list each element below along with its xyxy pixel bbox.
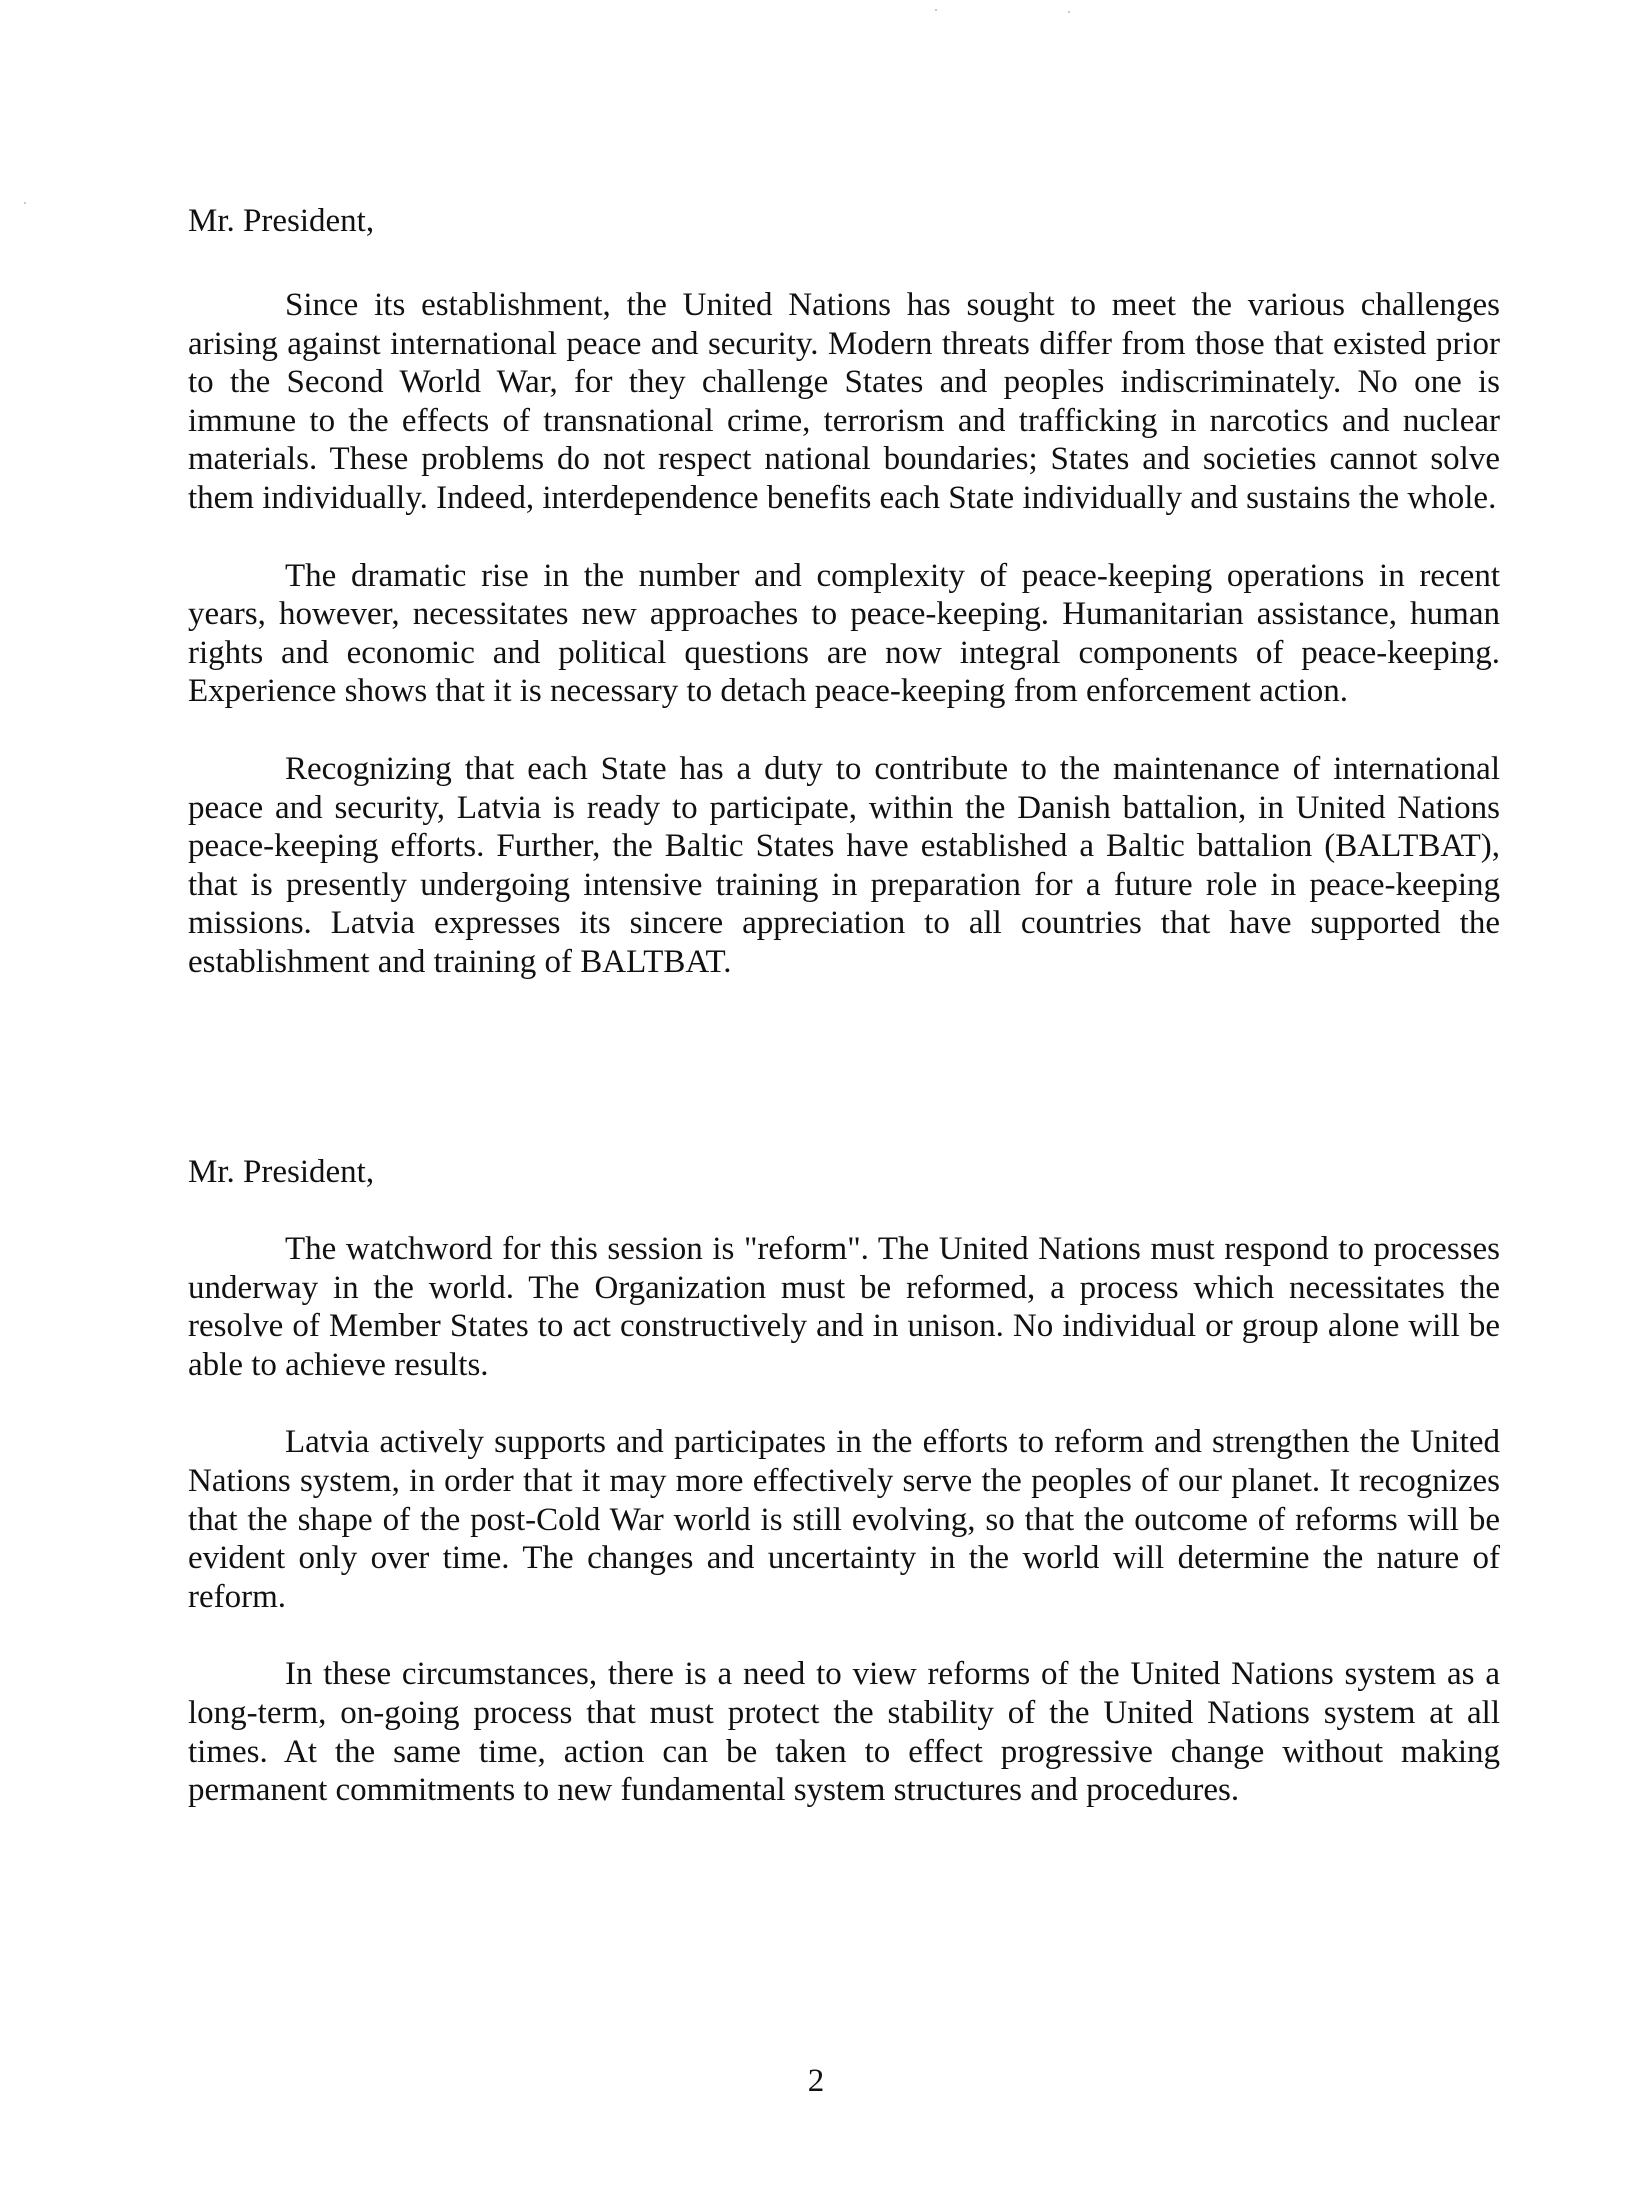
salutation-top: Mr. President, (188, 203, 375, 239)
scan-speck (1068, 11, 1070, 13)
scan-speck (935, 9, 937, 11)
paragraph-un-challenges: Since its establishment, the United Nations has sought to meet the various challenges arising against international peace and security. Modern threats differ from those that existed prior to the Second World War, for they challenge States and peoples indiscriminately. No one is immune to the effects of transnational crime, terrorism and trafficking in narcotics and nuclear materials. These problems do not respect national boundaries; States and societies cannot solve them individually. Indeed, interdependence benefits each State individually and sustains the whole. (188, 287, 1500, 516)
paragraph-long-term-reform: In these circumstances, there is a need to view reforms of the United Nations system as a long-term, on-going process that must protect the stability of the United Nations system at all times. At the same time, action can be taken to effect progressive change without making permanent commitments to new fundamental system structures and procedures. (188, 1656, 1500, 1809)
scan-speck (24, 202, 26, 204)
body-part-1 (188, 286, 1500, 982)
salutation-middle: Mr. President, (188, 1154, 375, 1190)
paragraph-latvia-baltbat: Recognizing that each State has a duty to contribute to the maintenance of international peace and security, Latvia is ready to participate, within the Danish battalion, in United Nations peace-keeping efforts. Further, the Baltic States have established a Baltic battalion (BALTBAT), that is presently undergoing intensive training in preparation for a future role in peace-keeping missions. Latvia expresses its sincere appreciation to all countries that have supported the establishment and training of BALTBAT. (188, 750, 1500, 980)
page-number: 2 (807, 2063, 825, 2099)
paragraph-reform-watchword: The watchword for this session is "reform". The United Nations must respond to processes underway in the world. The Organization must be reformed, a process which necessitates the resolve of Member States to act constructively and in unison. No individual or group alone will be able to achieve results. (188, 1231, 1500, 1383)
paragraph-peacekeeping-approaches: The dramatic rise in the number and complexity of peace-keeping operations in recent years, however, necessitates new approaches to peace-keeping. Humanitarian assistance, human rights and economic and political questions are now integral components of peace-keeping. Experience shows that it is necessary to detach peace-keeping from enforcement action. (188, 557, 1500, 710)
body-part-2 (188, 1230, 1500, 1810)
paragraph-latvia-reform-support: Latvia actively supports and participates in the efforts to reform and strengthen the United Nations system, in order that it may more effectively serve the peoples of our planet. It recognizes that the shape of the post-Cold War world is still evolving, so that the outcome of reforms will be evident only over time. The changes and uncertainty in the world will determine the nature of reform. (188, 1424, 1500, 1615)
